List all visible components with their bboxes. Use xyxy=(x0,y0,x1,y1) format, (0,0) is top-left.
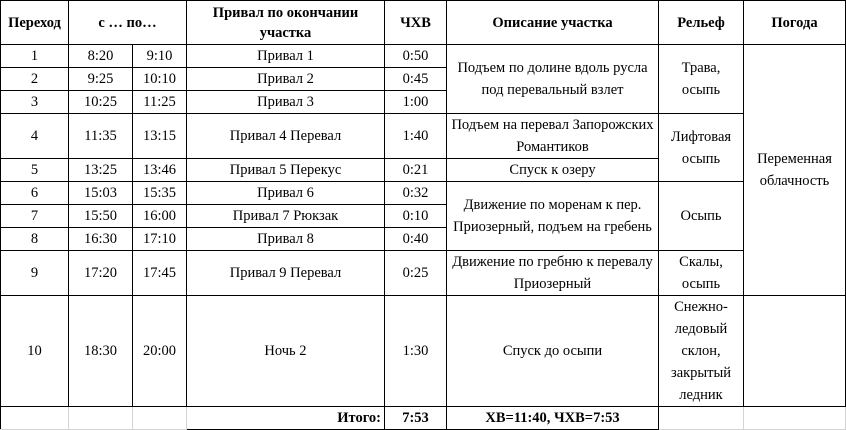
chv-cell: 0:40 xyxy=(385,228,447,251)
chv-cell: 0:21 xyxy=(385,159,447,182)
chv-cell: 0:45 xyxy=(385,68,447,91)
end-time: 15:35 xyxy=(133,182,187,205)
empty-cell xyxy=(69,407,133,430)
weather-cell: Переменная облачность xyxy=(744,45,846,296)
halt-cell: Привал 5 Перекус xyxy=(187,159,385,182)
start-time: 16:30 xyxy=(69,228,133,251)
end-time: 17:45 xyxy=(133,251,187,296)
empty-cell xyxy=(133,407,187,430)
table-row xyxy=(1,182,846,205)
chv-cell: 0:10 xyxy=(385,205,447,228)
totals-label: Итого: xyxy=(187,407,385,430)
transition-number: 1 xyxy=(1,45,69,68)
empty-cell xyxy=(744,407,846,430)
chv-cell: 1:00 xyxy=(385,91,447,114)
empty-cell xyxy=(659,407,744,430)
halt-cell: Привал 3 xyxy=(187,91,385,114)
description-cell: Движение по гребню к перевалу Приозерный xyxy=(447,251,659,296)
totals-summary: ХВ=11:40, ЧХВ=7:53 xyxy=(447,407,659,430)
chv-cell: 0:32 xyxy=(385,182,447,205)
table-row xyxy=(1,114,846,159)
start-time: 10:25 xyxy=(69,91,133,114)
halt-cell: Привал 4 Перевал xyxy=(187,114,385,159)
transition-number: 4 xyxy=(1,114,69,159)
header-row xyxy=(1,1,846,45)
end-time: 13:46 xyxy=(133,159,187,182)
totals-row xyxy=(1,407,846,430)
description-cell: Движение по моренам к пер. Приозерный, подъем на гребень xyxy=(447,182,659,251)
table-row xyxy=(1,296,846,407)
start-time: 18:30 xyxy=(69,296,133,407)
start-time: 11:35 xyxy=(69,114,133,159)
halt-cell: Привал 8 xyxy=(187,228,385,251)
header-chv: ЧХВ xyxy=(385,1,447,45)
start-time: 9:25 xyxy=(69,68,133,91)
chv-cell: 1:30 xyxy=(385,296,447,407)
transition-number: 10 xyxy=(1,296,69,407)
relief-cell: Осыпь xyxy=(659,182,744,251)
end-time: 11:25 xyxy=(133,91,187,114)
start-time: 15:03 xyxy=(69,182,133,205)
relief-cell: Трава, осыпь xyxy=(659,45,744,114)
transition-number: 8 xyxy=(1,228,69,251)
transition-number: 6 xyxy=(1,182,69,205)
transition-number: 9 xyxy=(1,251,69,296)
header-relief: Рельеф xyxy=(659,1,744,45)
end-time: 9:10 xyxy=(133,45,187,68)
header-description: Описание участка xyxy=(447,1,659,45)
weather-empty-cell xyxy=(744,296,846,407)
end-time: 10:10 xyxy=(133,68,187,91)
halt-cell: Привал 1 xyxy=(187,45,385,68)
transition-number: 7 xyxy=(1,205,69,228)
halt-cell: Привал 2 xyxy=(187,68,385,91)
chv-cell: 0:50 xyxy=(385,45,447,68)
table-row xyxy=(1,251,846,296)
description-cell: Спуск к озеру xyxy=(447,159,659,182)
totals-chv: 7:53 xyxy=(385,407,447,430)
chv-cell: 0:25 xyxy=(385,251,447,296)
transition-number: 3 xyxy=(1,91,69,114)
description-cell: Подъем по долине вдоль русла под перевальный взлет xyxy=(447,45,659,114)
end-time: 17:10 xyxy=(133,228,187,251)
description-cell: Спуск до осыпи xyxy=(447,296,659,407)
description-cell: Подъем на перевал Запорожских Романтиков xyxy=(447,114,659,159)
relief-cell: Скалы, осыпь xyxy=(659,251,744,296)
start-time: 17:20 xyxy=(69,251,133,296)
halt-cell: Привал 9 Перевал xyxy=(187,251,385,296)
start-time: 13:25 xyxy=(69,159,133,182)
table-row xyxy=(1,45,846,68)
end-time: 20:00 xyxy=(133,296,187,407)
header-halt: Привал по окончании участка xyxy=(187,1,385,45)
chv-cell: 1:40 xyxy=(385,114,447,159)
end-time: 16:00 xyxy=(133,205,187,228)
transition-number: 2 xyxy=(1,68,69,91)
halt-cell: Привал 7 Рюкзак xyxy=(187,205,385,228)
transition-number: 5 xyxy=(1,159,69,182)
halt-cell: Привал 6 xyxy=(187,182,385,205)
start-time: 8:20 xyxy=(69,45,133,68)
empty-cell xyxy=(1,407,69,430)
header-weather: Погода xyxy=(744,1,846,45)
halt-cell: Ночь 2 xyxy=(187,296,385,407)
end-time: 13:15 xyxy=(133,114,187,159)
header-transition: Переход xyxy=(1,1,69,45)
header-from-to: с … по… xyxy=(69,1,187,45)
start-time: 15:50 xyxy=(69,205,133,228)
relief-cell: Снежно-ледовый склон, закрытый ледник xyxy=(659,296,744,407)
relief-cell: Лифтовая осыпь xyxy=(659,114,744,182)
